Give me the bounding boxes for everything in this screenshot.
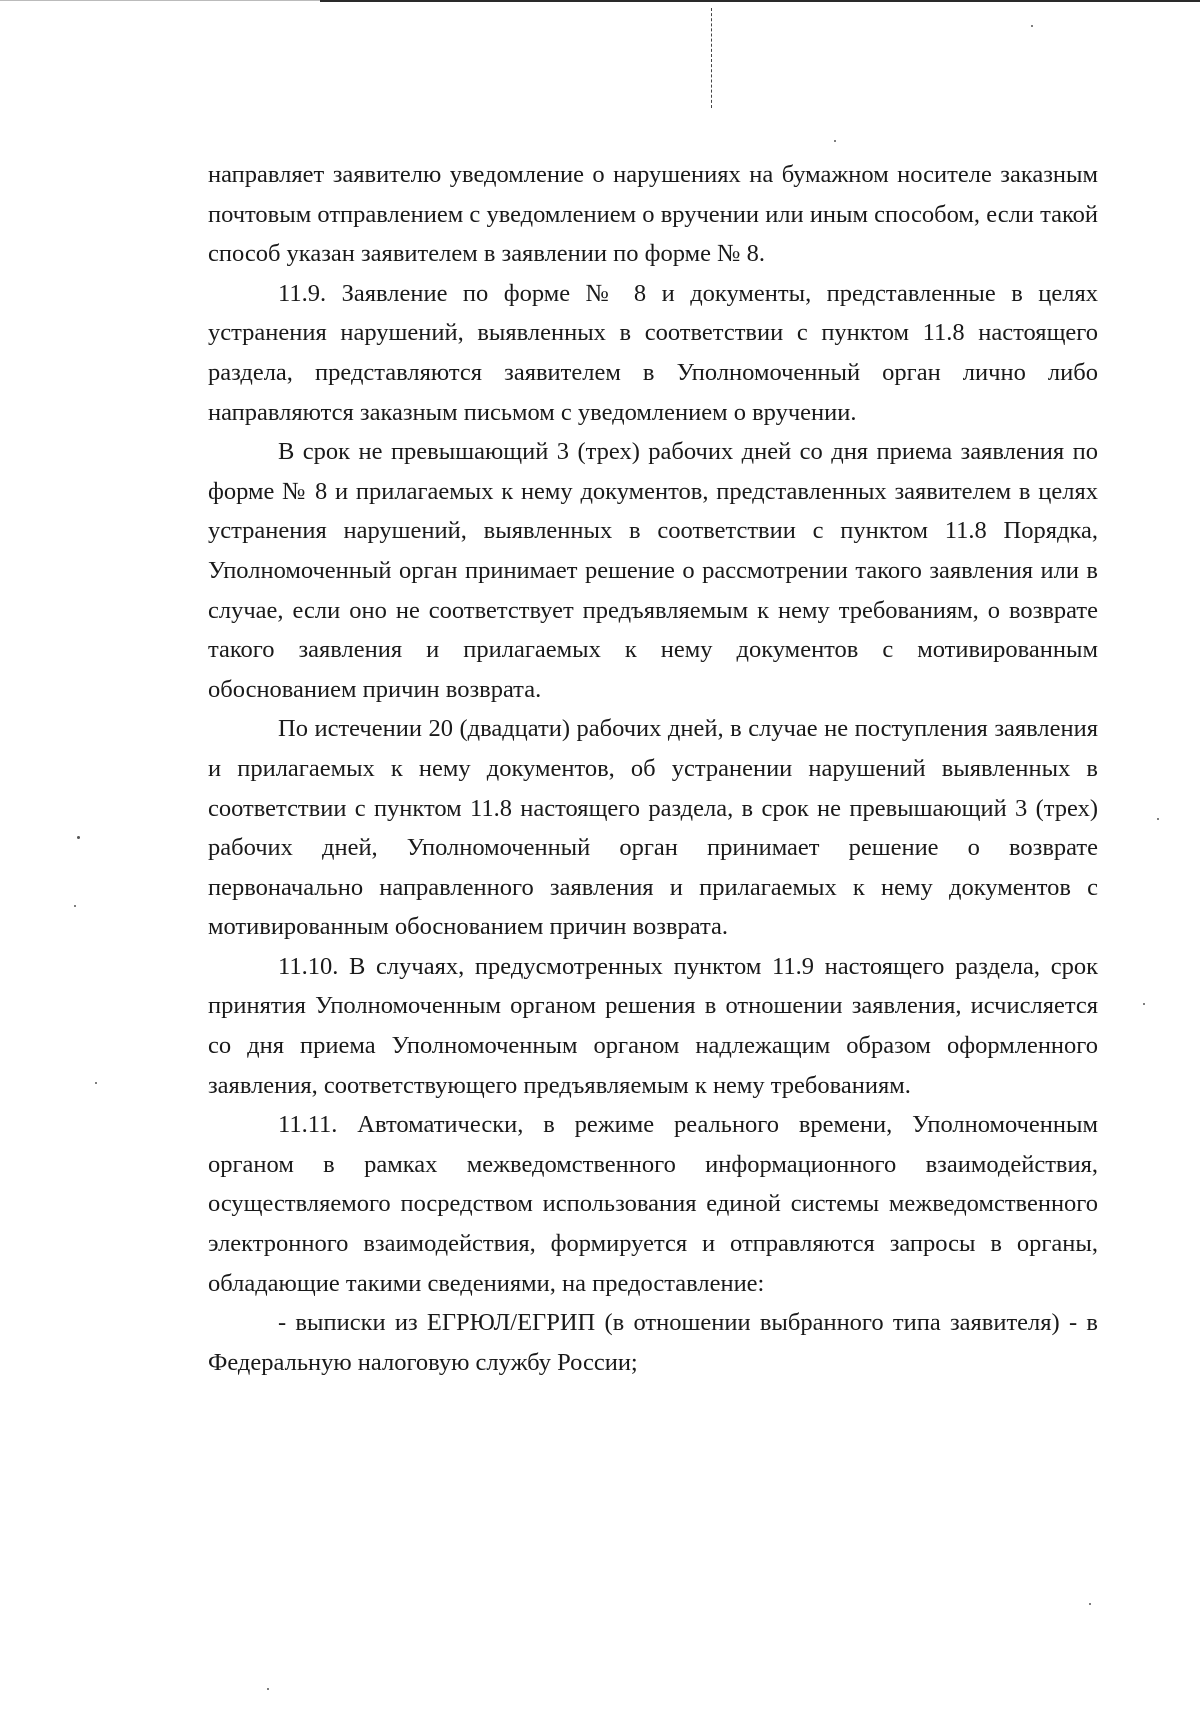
paragraph-11-9: 11.9. Заявление по форме № 8 и документы, представленные в целях устранения нарушений, выявленных в соответствии с пунктом 11.8 настоящего раздела, представляются заявителем в Уполномоченный орган лично либо направляются заказным письмом с уведомлением о вручении. <box>208 279 1098 426</box>
document-body <box>208 155 1098 1382</box>
paragraph-11-11: 11.11. Автоматически, в режиме реального времени, Уполномоченным органом в рамках межведомственного информационного взаимодействия, осуществляемого посредством использования единой системы межведомственного электронного взаимодействия, формируется и отправляются запросы в органы, обладающие такими сведениями, на предоставление: <box>208 1111 1098 1297</box>
paragraph-continuation: направляет заявителю уведомление о нарушениях на бумажном носителе заказным почтовым отправлением с уведомлением о вручении или иным способом, если такой способ указан заявителем в заявлении по форме № 8. <box>208 161 1098 268</box>
scan-speck <box>834 140 836 142</box>
scan-speck <box>1157 818 1159 820</box>
scan-speck <box>1089 1603 1091 1605</box>
scan-edge-line <box>320 0 1200 2</box>
scan-speck <box>74 905 76 907</box>
list-item-egrul: - выписки из ЕГРЮЛ/ЕГРИП (в отношении выбранного типа заявителя) - в Федеральную налоговую службу России; <box>208 1309 1098 1376</box>
paragraph-review-term: В срок не превышающий 3 (трех) рабочих дней со дня приема заявления по форме № 8 и прилагаемых к нему документов, представленных заявителем в целях устранения нарушений, выявленных в соответствии с пунктом 11.8 Порядка, Уполномоченный орган принимает решение о рассмотрении такого заявления или в случае, если оно не соответствует предъявляемым к нему требованиям, о возврате такого заявления и прилагаемых к нему документов с мотивированным обоснованием причин возврата. <box>208 438 1098 703</box>
scan-speck <box>1031 25 1033 27</box>
scan-speck <box>77 836 80 839</box>
scan-speck <box>267 1688 269 1690</box>
fold-mark <box>711 8 713 108</box>
paragraph-11-10: 11.10. В случаях, предусмотренных пунктом 11.9 настоящего раздела, срок принятия Уполномоченным органом решения в отношении заявления, исчисляется со дня приема Уполномоченным органом надлежащим образом оформленного заявления, соответствующего предъявляемым к нему требованиям. <box>208 952 1098 1099</box>
paragraph-expiry: По истечении 20 (двадцати) рабочих дней, в случае не поступления заявления и прилагаемых к нему документов, об устранении нарушений выявленных в соответствии с пунктом 11.8 настоящего раздела, в срок не превышающий 3 (трех) рабочих дней, Уполномоченный орган принимает решение о возврате первоначально направленного заявления и прилагаемых к нему документов с мотивированным обоснованием причин возврата. <box>208 715 1098 941</box>
scan-speck <box>1143 1003 1145 1005</box>
scan-edge-faint <box>0 0 320 1</box>
scan-speck <box>95 1082 97 1084</box>
